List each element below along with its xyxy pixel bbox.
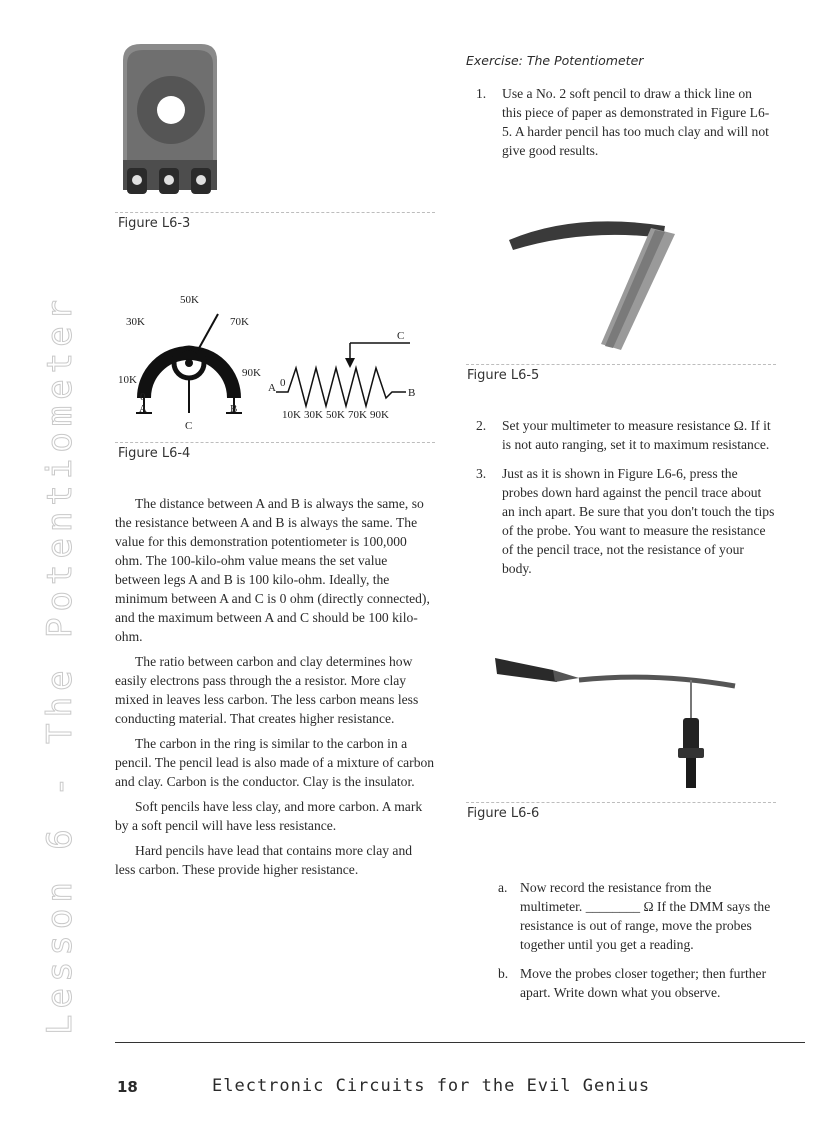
figure-rule	[466, 364, 776, 365]
scale-label: 50K	[326, 409, 345, 421]
paragraph: Hard pencils have lead that contains more clay and less carbon. These provide higher resistance.	[115, 843, 413, 877]
scale-label: 90K	[370, 409, 389, 421]
terminal-label: B	[230, 403, 238, 415]
exercise-title: Exercise: The Potentiometer	[466, 53, 644, 68]
terminal-label: A	[139, 403, 147, 415]
schematic-label: 0	[280, 377, 286, 389]
paragraph: Soft pencils have less clay, and more carbon. A mark by a soft pencil will have less resistance.	[115, 799, 423, 833]
page-number: 18	[117, 1078, 138, 1096]
figure-rule	[115, 212, 435, 213]
scale-label: 10K	[282, 409, 301, 421]
potentiometer-diagram	[110, 288, 440, 438]
schematic-label: B	[408, 387, 416, 399]
paragraph: The ratio between carbon and clay determines how easily electrons pass through the a resistor. More clay mixed in leaves less carbon. The less carbon means less conducting material. That creates higher resistance.	[115, 654, 419, 726]
left-body-text	[115, 494, 435, 885]
step-text: Use a No. 2 soft pencil to draw a thick line on this piece of paper as demonstrated in Figure L6-5. A harder pencil has too much clay and will not give good results.	[502, 86, 770, 158]
paragraph: The distance between A and B is always the same, so the resistance between A and B is always the same. The value for this demonstration potentiometer is 100,000 ohm. The 100-kilo-ohm value means the set value between legs A and B is 100 kilo-ohm. Ideally, the minimum between A and C is 0 ohm (directly connected), and the maximum between A and C should be 100 kilo-ohm.	[115, 496, 430, 644]
figure-rule	[115, 442, 435, 443]
dial-label: 90K	[242, 367, 261, 379]
substep-letter: b.	[498, 966, 509, 981]
schematic-label: C	[397, 330, 405, 342]
scale-label: 30K	[304, 409, 323, 421]
step-text: Set your multimeter to measure resistance Ω. If it is not auto ranging, set it to maximum resistance.	[502, 418, 771, 452]
step-number: 3.	[476, 466, 487, 481]
figure-rule	[466, 802, 776, 803]
substep-text: Now record the resistance from the multimeter. ________ Ω If the DMM says the resistance is out of range, move the probes together until you get a reading.	[520, 880, 771, 952]
schematic-label: A	[268, 382, 276, 394]
step-text: Just as it is shown in Figure L6-6, press the probes down hard against the pencil trace about an inch apart. Be sure that you don't touch the tips of the probe. You want to measure the resistance of the pencil trace, not the resistance of your body.	[502, 466, 775, 576]
figure-caption: Figure L6-3	[118, 216, 191, 231]
potentiometer-photo	[115, 40, 225, 200]
pencil-trace-photo	[505, 210, 705, 360]
figure-caption: Figure L6-4	[118, 446, 191, 461]
figure-caption: Figure L6-6	[467, 806, 540, 821]
scale-label: 70K	[348, 409, 367, 421]
exercise-steps-2-3	[476, 416, 776, 578]
footer-rule	[115, 1042, 805, 1043]
terminal-label: C	[185, 420, 193, 432]
dial-label: 50K	[180, 294, 199, 306]
step-number: 2.	[476, 418, 487, 433]
dial-label: 10K	[118, 374, 137, 386]
lesson-sidebar-label: Lesson 6 - The Potentiometer	[40, 293, 80, 1035]
dial-label: 70K	[230, 316, 249, 328]
terminal-label: 0	[140, 391, 146, 403]
step-number: 1.	[476, 86, 487, 101]
substep-letter: a.	[498, 880, 508, 895]
figure-caption: Figure L6-5	[467, 368, 540, 383]
substep-text: Move the probes closer together; then further apart. Write down what you observe.	[520, 966, 767, 1000]
book-title: Electronic Circuits for the Evil Genius	[212, 1076, 651, 1096]
probe-measurement-photo	[495, 630, 755, 790]
exercise-substeps	[498, 878, 776, 1002]
dial-label: 30K	[126, 316, 145, 328]
exercise-step-1	[476, 84, 772, 160]
paragraph: The carbon in the ring is similar to the carbon in a pencil. The pencil lead is also made of a mixture of carbon and clay. Carbon is the conductor. Clay is the insulator.	[115, 736, 435, 789]
